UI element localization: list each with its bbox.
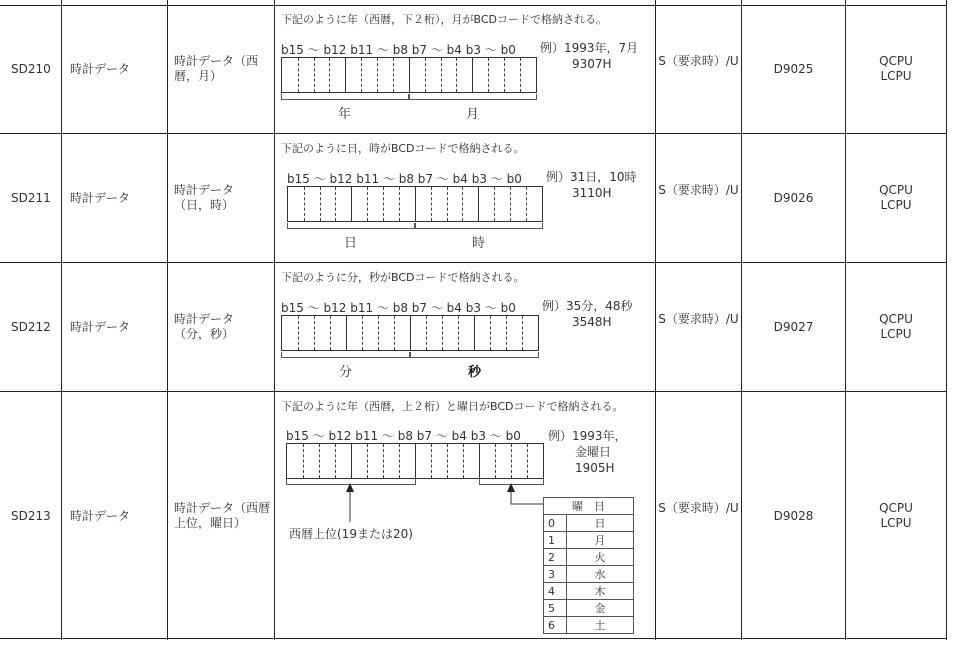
weekday-num: 0 [544, 515, 567, 532]
example-line-3: 1905H [575, 461, 615, 475]
device-number: SD211 [11, 191, 51, 205]
set-by: S（要求時）/U [658, 501, 739, 515]
corresponding-device: D9025 [773, 62, 814, 76]
device-detail: 時計データ（日，時） [174, 183, 235, 212]
example-line-2: 金曜日 [575, 445, 612, 459]
weekday-day: 月 [567, 532, 634, 549]
description: 下記のように年（西暦，上２桁）と曜日がBCDコードで格納される。 [281, 400, 624, 413]
weekday-table-header: 曜 日 [544, 498, 634, 515]
weekday-num: 3 [544, 566, 567, 583]
device-name: 時計データ [70, 62, 131, 76]
device-name: 時計データ [70, 509, 131, 523]
applicable-cpu: QCPU LCPU [879, 312, 913, 341]
weekday-day: 日 [567, 515, 634, 532]
corresponding-device: D9028 [773, 509, 814, 523]
field-label-century: 西暦上位(19または20) [289, 527, 413, 541]
weekday-num: 4 [544, 583, 567, 600]
bit-labels: b15 ～ b12 b11 ～ b8 b7 ～ b4 b3 ～ b0 [281, 301, 516, 315]
corresponding-device: D9026 [773, 191, 814, 205]
bit-labels: b15 ～ b12 b11 ～ b8 b7 ～ b4 b3 ～ b0 [281, 43, 516, 57]
field-label-second: 秒 [468, 365, 482, 380]
weekday-day: 金 [567, 600, 634, 617]
example-line-2: 3110H [572, 186, 612, 200]
set-by: S（要求時）/U [658, 54, 739, 68]
applicable-cpu: QCPU LCPU [879, 501, 913, 530]
applicable-cpu: QCPU LCPU [879, 183, 913, 212]
device-detail: 時計データ（西暦，月） [174, 54, 259, 83]
corresponding-device: D9027 [773, 320, 814, 334]
applicable-cpu: QCPU LCPU [879, 54, 913, 83]
device-detail: 時計データ（西暦上位，曜日） [174, 501, 271, 530]
device-number: SD210 [11, 62, 51, 76]
set-by: S（要求時）/U [658, 183, 739, 197]
weekday-num: 1 [544, 532, 567, 549]
example-line-2: 9307H [572, 57, 612, 71]
example-line-2: 3548H [572, 315, 612, 329]
example-line-1: 例）1993年，7月 [540, 41, 639, 55]
field-label-month: 月 [466, 107, 480, 122]
device-name: 時計データ [70, 320, 131, 334]
field-label-year: 年 [338, 107, 352, 122]
description: 下記のように年（西暦，下２桁），月がBCDコードで格納される。 [281, 13, 608, 26]
example-line-1: 例）1993年， [548, 429, 627, 443]
example-line-1: 例）35分，48秒 [542, 299, 633, 313]
device-detail: 時計データ（分，秒） [174, 312, 235, 341]
bit-labels: b15 ～ b12 b11 ～ b8 b7 ～ b4 b3 ～ b0 [287, 172, 522, 186]
device-number: SD212 [11, 320, 51, 334]
field-label-day: 日 [344, 236, 358, 251]
device-name: 時計データ [70, 191, 131, 205]
weekday-day: 木 [567, 583, 634, 600]
bit-labels: b15 ～ b12 b11 ～ b8 b7 ～ b4 b3 ～ b0 [286, 429, 521, 443]
weekday-day: 水 [567, 566, 634, 583]
weekday-num: 5 [544, 600, 567, 617]
description: 下記のように分，秒がBCDコードで格納される。 [281, 271, 525, 284]
weekday-day: 土 [567, 617, 634, 634]
device-number: SD213 [11, 509, 51, 523]
field-label-minute: 分 [339, 365, 353, 380]
weekday-num: 6 [544, 617, 567, 634]
weekday-table [543, 497, 634, 634]
description: 下記のように日，時がBCDコードで格納される。 [281, 142, 525, 155]
weekday-num: 2 [544, 549, 567, 566]
set-by: S（要求時）/U [658, 312, 739, 326]
example-line-1: 例）31日，10時 [546, 170, 637, 184]
weekday-day: 火 [567, 549, 634, 566]
field-label-hour: 時 [472, 236, 486, 251]
